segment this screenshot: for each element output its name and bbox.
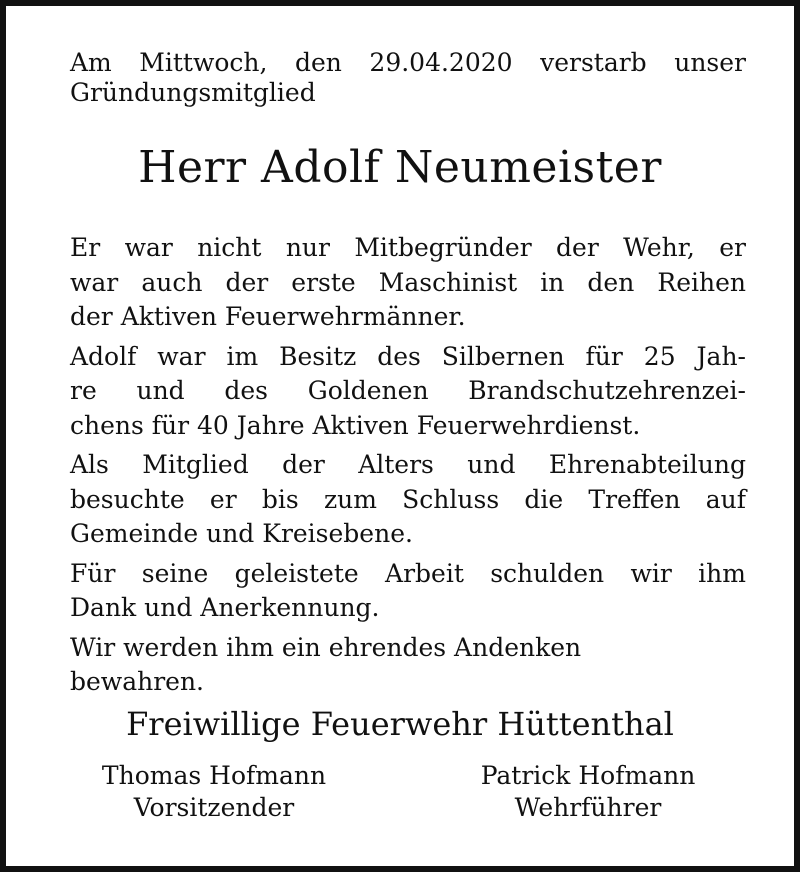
paragraph (70, 448, 746, 552)
paragraph-line: Gemeinde und Kreisebene. (70, 519, 413, 548)
organization-name: Freiwillige Feuerwehr Hüttenthal (126, 705, 674, 743)
paragraph (70, 631, 746, 700)
signatory-role: Wehrführer (514, 793, 662, 822)
paragraph (70, 231, 746, 335)
signatory-name: Patrick Hofmann (480, 761, 696, 790)
paragraph (70, 557, 746, 626)
intro-line-2: Gründungsmitglied (70, 78, 316, 107)
paragraph-line: besuchte er bis zum Schluss die Treffen auf (70, 484, 746, 514)
obituary-body (70, 231, 746, 705)
paragraph-line: re und des Goldenen Brandschutzehrenzei- (70, 376, 746, 405)
paragraph-line: Für seine geleistete Arbeit schulden wir ihm (70, 558, 746, 588)
paragraph-line: Adolf war im Besitz des Silbernen für 25 Jah- (70, 341, 746, 371)
signatory-right (438, 760, 738, 824)
signatory-name: Thomas Hofmann (101, 761, 327, 790)
paragraph-line: chens für 40 Jahre Aktiven Feuerwehrdienst. (70, 410, 641, 440)
paragraph-line: Wir werden ihm ein ehrendes Andenken (70, 632, 582, 662)
paragraph-line: Als Mitglied der Alters und Ehrenabteilung (70, 450, 746, 479)
paragraph-line: Dank und Anerkennung. (70, 593, 380, 622)
paragraph-line: bewahren. (70, 667, 204, 696)
intro-line-1: Am Mittwoch, den 29.04.2020 verstarb unser (70, 48, 746, 77)
deceased-name: Herr Adolf Neumeister (138, 142, 662, 193)
paragraph-line: war auch der erste Maschinist in den Reihen (70, 267, 746, 297)
paragraph (70, 340, 746, 444)
paragraph-line: Er war nicht nur Mitbegründer der Wehr, er (70, 233, 746, 262)
paragraph-line: der Aktiven Feuerwehrmänner. (70, 302, 466, 331)
signatory-left (64, 760, 364, 824)
intro-text (70, 48, 746, 108)
signatory-role: Vorsitzender (133, 793, 295, 822)
